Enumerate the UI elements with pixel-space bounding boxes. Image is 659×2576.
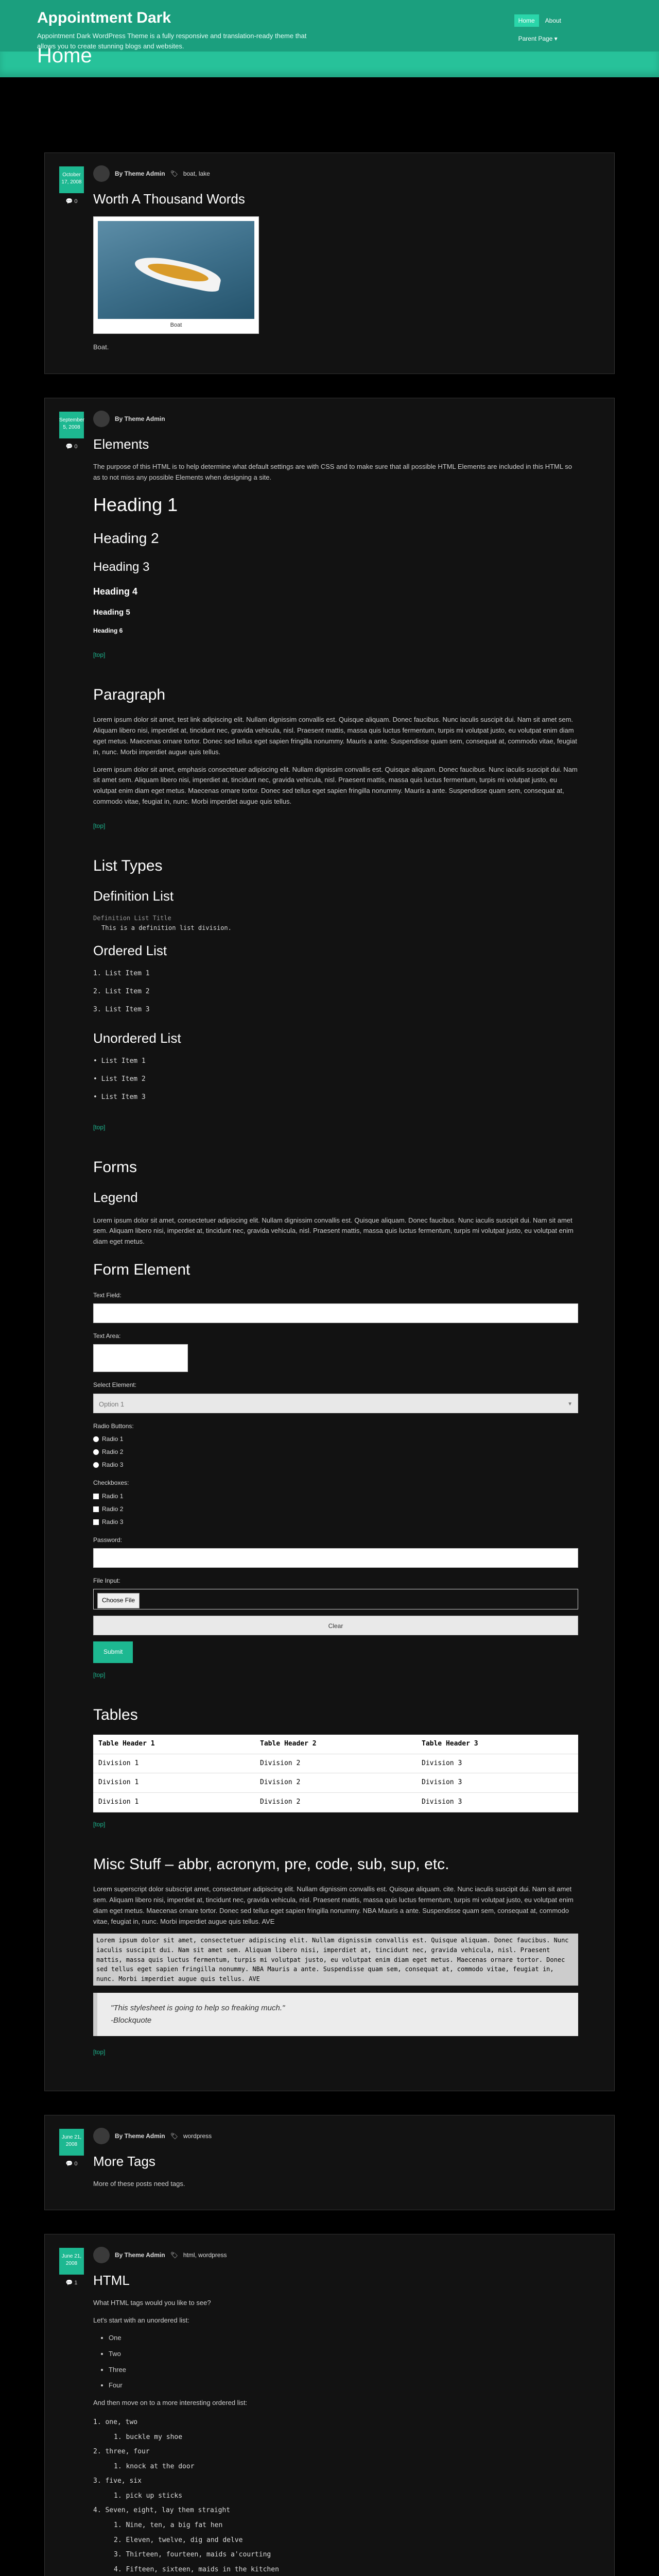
form-element-title: Form Element — [93, 1261, 190, 1279]
heading-4: Heading 4 — [93, 586, 138, 597]
date-badge[interactable]: June 21, 2008 — [59, 2248, 84, 2275]
paragraph-1: Lorem ipsum dolor sit amet, test link adipiscing elit. Nullam dignissim convallis est. Quisque aliquam. Donec faucibus. Nunc iaculis suscipit dui. Nam sit amet sem. Aliquam libero nisi, imperdiet at, tincidunt nec, gravida vehicula, nisl. Praesent mattis, massa quis luctus fermentum, turpis mi volutpat justo, eu volutpat enim diam eget metus. Maecenas ornare tortor. Donec sed tellus eget sapien fringilla nonummy. Mauris a ante. Suspendisse quam sem, consequat at, commodo vitae, feugiat in, nunc. Morbi imperdiet augue quis tellus. — [93, 716, 577, 756]
comment-count[interactable] — [59, 195, 84, 208]
heading-2: Heading 2 — [93, 530, 159, 546]
avatar — [93, 411, 110, 427]
table-cell: Division 3 — [417, 1754, 578, 1773]
list-item: 3. Thirteen, fourteen, maids a'courting — [114, 2551, 271, 2559]
comment-icon: 💬 — [65, 2280, 73, 2286]
checkbox-label: Checkboxes: — [93, 1479, 129, 1487]
table-cell: Division 2 — [255, 1754, 417, 1773]
top-link[interactable]: [top] — [93, 1821, 106, 1828]
comment-number: 1 — [74, 2280, 78, 2286]
post-title[interactable]: HTML — [93, 2273, 130, 2289]
table-cell: Division 2 — [255, 1793, 417, 1812]
post-body: More of these posts need tags. — [93, 2179, 185, 2188]
checkbox[interactable] — [93, 1506, 99, 1512]
select-value: Option 1 — [99, 1400, 125, 1408]
site-tagline: Appointment Dark WordPress Theme is a fully responsive and translation-ready theme that allows you to create stunning blogs and websites. — [37, 32, 307, 50]
list-item: • Four — [109, 2380, 578, 2391]
clear-button[interactable]: Clear — [93, 1616, 578, 1635]
list-item: 3. five, six — [93, 2477, 142, 2485]
checkbox-option[interactable] — [93, 1492, 578, 1501]
avatar — [93, 2128, 110, 2144]
comment-count[interactable] — [59, 2277, 84, 2289]
comment-count[interactable] — [59, 2158, 84, 2170]
table-row — [93, 1773, 578, 1793]
radio-option[interactable] — [93, 1434, 578, 1444]
password-label: Password: — [93, 1536, 123, 1544]
post-body — [93, 462, 578, 2070]
heading-6: Heading 6 — [93, 626, 123, 634]
checkbox-option[interactable] — [93, 1517, 578, 1527]
top-link[interactable]: [top] — [93, 1123, 106, 1131]
text-field-label: Text Field: — [93, 1292, 122, 1299]
table-cell: Division 1 — [93, 1773, 255, 1793]
legend-text: Lorem ipsum dolor sit amet, consectetuer adipiscing elit. Nullam dignissim convallis est. Quisque aliquam. Donec faucibus. Nunc iaculis suscipit dui. Nam sit amet sem. Aliquam libero nisi, imperdiet at, tincidunt nec, gravida vehicula, nisl. Praesent mattis, massa quis luctus fermentum, turpis mi volutpat justo, eu volutpat enim diam eget metus. — [93, 1216, 574, 1246]
boat-image[interactable] — [98, 221, 254, 319]
table-cell: Division 1 — [93, 1754, 255, 1773]
table-cell: Division 1 — [93, 1793, 255, 1812]
post-tags[interactable]: boat, lake — [183, 170, 210, 177]
quote-text: "This stylesheet is going to help so freaking much." — [111, 2004, 285, 2013]
top-link[interactable]: [top] — [93, 2048, 106, 2056]
table-row — [93, 1793, 578, 1812]
list-item: 1. pick up sticks — [114, 2492, 183, 2500]
date-badge[interactable]: June 21, 2008 — [59, 2129, 84, 2156]
list-types-title: List Types — [93, 857, 163, 874]
table-cell: Division 3 — [417, 1773, 578, 1793]
avatar — [93, 2247, 110, 2263]
comment-icon: 💬 — [65, 198, 73, 205]
text-area-label: Text Area: — [93, 1332, 121, 1340]
legend-title: Legend — [93, 1190, 138, 1206]
table-header: Table Header 1 — [93, 1735, 255, 1754]
post-worth-a-thousand-words — [44, 152, 615, 374]
forms-title: Forms — [93, 1159, 137, 1176]
post-html — [44, 2234, 615, 2576]
paragraph-title: Paragraph — [93, 686, 166, 704]
post-body — [93, 2298, 578, 2576]
table-header: Table Header 2 — [255, 1735, 417, 1754]
list-item: • List Item 1 — [93, 1057, 146, 1065]
nav-item-home[interactable]: Home — [514, 14, 539, 27]
list-item: 2. List Item 2 — [93, 988, 150, 996]
list-item: 1. List Item 1 — [93, 970, 150, 978]
select-element[interactable] — [93, 1394, 578, 1413]
site-header — [0, 0, 659, 77]
post-meta — [93, 411, 578, 427]
top-link[interactable]: [top] — [93, 1671, 106, 1679]
tag-icon: 🏷 — [170, 170, 178, 177]
radio-button[interactable] — [93, 1462, 99, 1468]
figure-caption: Boat — [170, 322, 182, 328]
comment-count[interactable] — [59, 440, 84, 453]
post-author[interactable]: By Theme Admin — [115, 415, 165, 422]
text-field[interactable] — [93, 1303, 578, 1323]
post-title[interactable]: Worth A Thousand Words — [93, 191, 245, 207]
list-item: 4. Seven, eight, lay them straight — [93, 2506, 231, 2515]
comment-number: 0 — [74, 2160, 78, 2167]
text-area[interactable] — [93, 1344, 188, 1372]
comment-number: 0 — [74, 443, 78, 450]
ordered-list — [93, 969, 578, 1015]
table-header: Table Header 3 — [417, 1735, 578, 1754]
unordered-list — [93, 2333, 578, 2391]
radio-text: Radio 1 — [102, 1435, 124, 1443]
radio-text: Radio 2 — [102, 1448, 124, 1455]
definition-desc: This is a definition list division. — [101, 924, 232, 931]
list-item: • Three — [109, 2365, 578, 2376]
post-elements — [44, 398, 615, 2091]
choose-file-button[interactable]: Choose File — [97, 1593, 140, 1608]
ordered-intro: And then move on to a more interesting ordered list: — [93, 2399, 248, 2407]
list-item: • List Item 3 — [93, 1093, 146, 1101]
comment-icon: 💬 — [65, 2160, 73, 2167]
list-item: 3. List Item 3 — [93, 1006, 150, 1014]
chevron-down-icon: ▼ — [567, 1401, 573, 1407]
checkbox-text: Radio 1 — [102, 1492, 124, 1500]
date-badge[interactable]: September 5, 2008 — [59, 412, 84, 438]
comment-icon: 💬 — [65, 443, 73, 450]
radio-option[interactable] — [93, 1447, 578, 1457]
tag-icon: 🏷 — [170, 2251, 178, 2259]
file-input-label: File Input: — [93, 1577, 120, 1585]
list-item: 1. one, two — [93, 2418, 138, 2426]
list-item: 2. Eleven, twelve, dig and delve — [114, 2536, 243, 2544]
submit-button[interactable]: Submit — [93, 1641, 133, 1663]
definition-term: Definition List Title — [93, 914, 171, 922]
unordered-list-title: Unordered List — [93, 1030, 181, 1046]
heading-1: Heading 1 — [93, 494, 178, 516]
intro-paragraph: The purpose of this HTML is to help determine what default settings are with CSS and to make sure that all possible HTML Elements are included in this HTML so as to not miss any possible Elements when designing a site. — [93, 462, 572, 481]
radio-text: Radio 3 — [102, 1461, 124, 1469]
list-item: 1. buckle my shoe — [114, 2433, 183, 2441]
post-meta — [93, 2247, 578, 2263]
checkbox-text: Radio 3 — [102, 1518, 124, 1526]
heading-5: Heading 5 — [93, 607, 130, 617]
question-text: What HTML tags would you like to see? — [93, 2299, 211, 2307]
post-tags[interactable]: html, wordpress — [183, 2251, 227, 2259]
checkbox[interactable] — [93, 1519, 99, 1525]
paragraph-2: Lorem ipsum dolor sit amet, emphasis consectetuer adipiscing elit. Nullam dignissim convallis est. Quisque aliquam. Donec faucibus. Nunc iaculis suscipit dui. Nam sit amet sem. Aliquam libero nisi, imperdiet at, tincidunt nec, gravida vehicula, nisl. Praesent mattis, massa quis luctus fermentum, turpis mi volutpat justo, eu volutpat enim diam eget metus. Maecenas ornare tortor. Donec sed tellus eget sapien fringilla nonummy. Mauris a ante. Suspendisse quam sem, consequat at, commodo vitae, feugiat in, nunc. Morbi imperdiet augue quis tellus. — [93, 765, 578, 805]
page-title-band — [0, 44, 659, 77]
checkbox-text: Radio 2 — [102, 1505, 124, 1513]
nested-ordered-list — [93, 2415, 578, 2576]
post-tags[interactable]: wordpress — [183, 2132, 212, 2140]
top-link[interactable]: [top] — [93, 651, 106, 659]
post-more-tags — [44, 2115, 615, 2211]
list-item: 2. three, four — [93, 2448, 150, 2456]
table-row — [93, 1754, 578, 1773]
quote-author: -Blockquote — [111, 2016, 152, 2025]
heading-3: Heading 3 — [93, 560, 150, 574]
radio-button[interactable] — [93, 1436, 99, 1442]
boat-figure — [93, 216, 259, 334]
misc-title: Misc Stuff – abbr, acronym, pre, code, sub, sup, etc. — [93, 1856, 449, 1873]
list-item: • List Item 2 — [93, 1075, 146, 1083]
post-author[interactable]: By Theme Admin — [115, 2251, 165, 2259]
avatar — [93, 165, 110, 182]
password-field[interactable] — [93, 1548, 578, 1568]
post-title[interactable]: More Tags — [93, 2153, 155, 2169]
post-excerpt: Boat. — [93, 343, 109, 351]
list-item: 4. Fifteen, sixteen, maids in the kitchen — [114, 2565, 279, 2573]
lets-text: Let's start with an unordered list: — [93, 2316, 189, 2325]
checkbox-option[interactable] — [93, 1504, 578, 1514]
tables-title: Tables — [93, 1706, 138, 1723]
nav-item-parent-page[interactable]: Parent Page ▾ — [518, 35, 558, 42]
table-cell: Division 2 — [255, 1773, 417, 1793]
page-title: Home — [37, 44, 92, 67]
table-header-row — [93, 1735, 578, 1754]
select-label: Select Element: — [93, 1381, 137, 1389]
data-table — [93, 1735, 578, 1812]
radio-button[interactable] — [93, 1449, 99, 1455]
file-input[interactable] — [93, 1589, 578, 1609]
post-meta — [93, 165, 578, 182]
list-item: • Two — [109, 2349, 578, 2360]
radio-option[interactable] — [93, 1460, 578, 1470]
main-nav — [514, 14, 565, 42]
post-meta — [93, 2128, 578, 2144]
checkbox[interactable] — [93, 1494, 99, 1499]
radio-label: Radio Buttons: — [93, 1422, 134, 1430]
blockquote — [93, 1993, 578, 2036]
nav-item-about[interactable]: About — [545, 17, 561, 24]
list-item: 1. knock at the door — [114, 2462, 195, 2470]
unordered-list — [93, 1056, 578, 1103]
post-title[interactable]: Elements — [93, 436, 149, 452]
list-item: 1. Nine, ten, a big fat hen — [114, 2521, 223, 2530]
site-title[interactable]: Appointment Dark — [37, 9, 171, 26]
header-top — [0, 0, 659, 52]
table-cell: Division 3 — [417, 1793, 578, 1812]
top-link[interactable]: [top] — [93, 822, 106, 829]
definition-list-title: Definition List — [93, 888, 174, 904]
content — [0, 77, 659, 2576]
list-item: • One — [109, 2333, 578, 2344]
ordered-list-title: Ordered List — [93, 942, 167, 958]
date-badge[interactable]: October 17, 2008 — [59, 166, 84, 193]
post-author[interactable]: By Theme Admin — [115, 170, 165, 177]
tag-icon: 🏷 — [170, 2132, 178, 2140]
pre-block: Lorem ipsum dolor sit amet, consectetuer adipiscing elit. Nullam dignissim convallis est. Quisque aliquam. Donec faucibus. Nunc iaculis suscipit dui. Nam sit amet sem. Aliquam libero nisi, imperdiet at, tincidunt nec, gravida vehicula, nisl. Praesent mattis, massa quis luctus fermentum, turpis mi volutpat justo, eu volutpat enim diam eget metus. Maecenas ornare tortor. Donec sed tellus eget sapien fringilla nonummy. NBA Mauris a ante. Suspendisse quam sem, consequat at, commodo vitae, feugiat in, nunc. Morbi imperdiet augue quis tellus. AVE — [93, 1934, 578, 1986]
comment-number: 0 — [74, 198, 78, 205]
misc-paragraph: Lorem superscript dolor subscript amet, consectetuer adipiscing elit. Nullam dignissim convallis est. Quisque aliquam. cite. Nunc iaculis suscipit dui. Nam sit amet sem. Aliquam libero nisi, imperdiet at, tincidunt nec, gravida vehicula, nisl. Praesent mattis, massa quis luctus fermentum, turpis mi volutpat justo, eu volutpat enim diam eget metus. Maecenas ornare tortor. Donec sed tellus eget sapien fringilla nonummy. NBA Mauris a ante. Suspendisse quam sem, consequat at, commodo vitae, feugiat in, nunc. Morbi imperdiet augue quis tellus. AVE — [93, 1885, 574, 1925]
post-author[interactable]: By Theme Admin — [115, 2132, 165, 2140]
